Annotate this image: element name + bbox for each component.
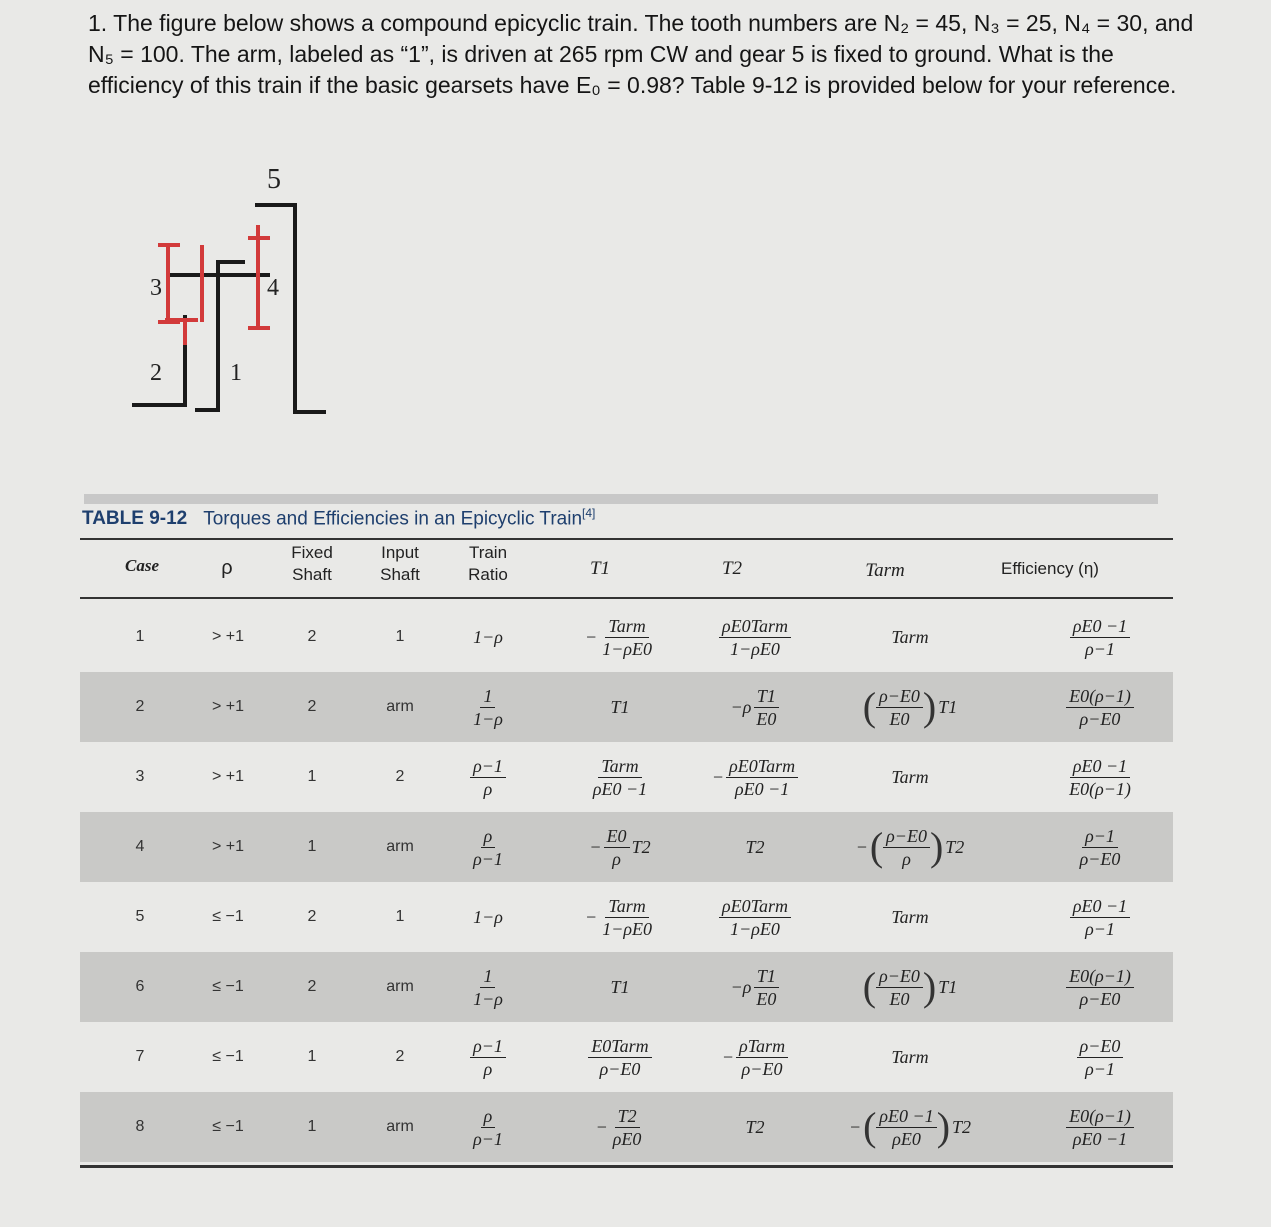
cell-t1-prefix: − <box>585 626 598 647</box>
cell-rho: > +1 <box>211 768 245 785</box>
cell-tarm-text: Tarm <box>891 626 929 647</box>
cell-train-ratio-denominator: 1−ρ <box>473 708 503 729</box>
cell-t1-suffix: T2 <box>631 836 651 857</box>
cell-efficiency-denominator: E0(ρ−1) <box>1069 778 1131 799</box>
cell-efficiency-denominator: ρE0 −1 <box>1072 1128 1128 1149</box>
paren-left: ( <box>862 964 877 1009</box>
cell-t2-numerator: T1 <box>754 685 779 708</box>
cell-fixed-shaft: 2 <box>307 978 317 995</box>
cell-t2-numerator: ρTarm <box>736 1035 788 1058</box>
table-top-bar <box>84 494 1158 504</box>
table-row <box>80 602 1173 672</box>
cell-tarm <box>815 952 1005 1022</box>
cell-t2-denominator: ρE0 −1 <box>734 778 790 799</box>
cell-train-ratio-numerator: 1 <box>480 685 495 708</box>
table-row <box>80 1022 1173 1092</box>
table-title <box>82 506 595 530</box>
cell-tarm-numerator: ρ−E0 <box>883 825 930 848</box>
header-rho: ρ <box>221 557 233 579</box>
cell-tarm-text: Tarm <box>891 766 929 787</box>
cell-train-ratio-numerator: ρ <box>481 1105 496 1128</box>
cell-t2-numerator: ρE0Tarm <box>719 615 791 638</box>
cell-t1-text: T1 <box>610 696 630 717</box>
cell-train-ratio-numerator: ρ <box>481 825 496 848</box>
cell-rho: > +1 <box>211 628 245 645</box>
cell-efficiency-numerator: ρE0 −1 <box>1070 755 1130 778</box>
cell-tarm-denominator: ρ <box>902 848 911 869</box>
cell-case: 4 <box>135 838 145 855</box>
table-row <box>80 882 1173 952</box>
cell-train-ratio <box>456 742 520 812</box>
cell-t1-numerator: Tarm <box>605 615 648 638</box>
cell-tarm-prefix: − <box>855 836 868 857</box>
cell-rho: ≤ −1 <box>212 1048 244 1065</box>
cell-t1-prefix: − <box>589 836 602 857</box>
header-t2: T2 <box>721 558 743 579</box>
cell-train-ratio-text: 1−ρ <box>473 906 503 927</box>
header-input-shaft: Input Shaft <box>380 543 420 584</box>
cell-tarm <box>815 882 1005 952</box>
cell-tarm-fraction <box>876 965 923 1010</box>
header-tarm: Tarm <box>865 560 905 581</box>
cell-efficiency <box>1005 742 1195 812</box>
label-gear-3: 3 <box>150 275 162 301</box>
cell-t2-numerator: ρE0Tarm <box>726 755 798 778</box>
cell-train-ratio-fraction <box>470 965 506 1010</box>
paren-left: ( <box>862 684 877 729</box>
cell-input-shaft: arm <box>386 1118 414 1135</box>
cell-input-shaft: arm <box>386 698 414 715</box>
cell-input-shaft: 1 <box>395 628 405 645</box>
cell-train-ratio-numerator: ρ−1 <box>470 1035 506 1058</box>
paren-left: ( <box>869 824 884 869</box>
cell-case: 3 <box>135 768 145 785</box>
cell-case: 6 <box>135 978 145 995</box>
cell-tarm <box>815 1092 1005 1162</box>
table-row <box>80 672 1173 742</box>
cell-case: 7 <box>135 1048 145 1065</box>
cell-efficiency <box>1005 882 1195 952</box>
cell-t2-numerator: T1 <box>754 965 779 988</box>
cell-case: 8 <box>135 1118 145 1135</box>
cell-train-ratio-fraction <box>470 755 506 800</box>
cell-t1-denominator: ρE0 <box>612 1128 642 1149</box>
label-gear-2: 2 <box>150 360 162 386</box>
cell-tarm <box>815 672 1005 742</box>
cell-fixed-shaft: 1 <box>307 838 317 855</box>
label-gear-4: 4 <box>267 275 279 301</box>
cell-t2-fraction <box>736 1035 788 1080</box>
cell-efficiency-numerator: E0(ρ−1) <box>1066 1105 1134 1128</box>
cell-t2-prefix: − <box>711 766 725 787</box>
cell-t2-denominator: E0 <box>756 708 777 729</box>
cell-efficiency-denominator: ρ−E0 <box>1079 708 1121 729</box>
cell-fixed-shaft: 1 <box>307 768 317 785</box>
cell-efficiency-denominator: ρ−E0 <box>1079 848 1121 869</box>
cell-t1-denominator: ρE0 −1 <box>592 778 648 799</box>
cell-tarm-suffix: T1 <box>938 696 958 717</box>
cell-t1-prefix: − <box>585 906 598 927</box>
cell-efficiency-numerator: E0(ρ−1) <box>1066 965 1134 988</box>
label-gear-5: 5 <box>267 164 281 195</box>
cell-t1-numerator: Tarm <box>598 755 641 778</box>
cell-fixed-shaft: 1 <box>307 1118 317 1135</box>
cell-tarm-fraction <box>883 825 930 870</box>
table-title-text: Torques and Efficiencies in an Epicyclic Train <box>203 508 583 530</box>
table-ref: [4] <box>582 506 596 520</box>
cell-t1-denominator: 1−ρE0 <box>602 918 652 939</box>
cell-train-ratio <box>456 882 520 952</box>
cell-efficiency <box>1005 812 1195 882</box>
cell-efficiency-numerator: ρE0 −1 <box>1070 895 1130 918</box>
table-rule-header <box>80 597 1173 599</box>
paren-right: ) <box>922 964 937 1009</box>
table-rule-bottom <box>80 1165 1173 1168</box>
cell-train-ratio <box>456 602 520 672</box>
cell-tarm-text: Tarm <box>891 906 929 927</box>
cell-tarm-fraction <box>876 685 923 730</box>
header-t1: T1 <box>589 558 611 579</box>
cell-efficiency-denominator: ρ−1 <box>1085 638 1115 659</box>
cell-rho: > +1 <box>211 698 245 715</box>
cell-efficiency <box>1005 1022 1195 1092</box>
cell-efficiency-fraction <box>1070 895 1130 940</box>
cell-rho: ≤ −1 <box>212 908 244 925</box>
cell-train-ratio-fraction <box>470 685 506 730</box>
cell-case: 2 <box>135 698 145 715</box>
cell-t2-numerator: ρE0Tarm <box>719 895 791 918</box>
cell-input-shaft: 1 <box>395 908 405 925</box>
cell-rho: > +1 <box>211 838 245 855</box>
cell-efficiency-denominator: ρ−E0 <box>1079 988 1121 1009</box>
paren-left: ( <box>863 1104 877 1149</box>
cell-tarm-fraction <box>876 1105 936 1150</box>
table-row <box>80 742 1173 812</box>
cell-t2-fraction <box>753 685 779 730</box>
cell-t1-fraction <box>599 615 655 660</box>
cell-fixed-shaft: 2 <box>307 908 317 925</box>
cell-rho: ≤ −1 <box>212 1118 244 1135</box>
table-number: TABLE 9-12 <box>82 508 188 530</box>
table-row <box>80 1092 1173 1162</box>
table-row <box>80 812 1173 882</box>
cell-t1-numerator: Tarm <box>605 895 648 918</box>
cell-t2-denominator: E0 <box>756 988 777 1009</box>
cell-train-ratio-denominator: ρ−1 <box>473 1128 503 1149</box>
cell-t2-prefix: −ρ <box>730 976 752 997</box>
cell-tarm-prefix: − <box>848 1116 862 1137</box>
cell-train-ratio <box>456 952 520 1022</box>
cell-efficiency-denominator: ρ−1 <box>1085 1058 1115 1079</box>
cell-t1-fraction <box>599 895 655 940</box>
cell-train-ratio-numerator: 1 <box>480 965 495 988</box>
cell-train-ratio-denominator: 1−ρ <box>473 988 503 1009</box>
cell-efficiency <box>1005 1092 1195 1162</box>
cell-train-ratio-denominator: ρ <box>483 778 493 799</box>
cell-input-shaft: 2 <box>395 1048 405 1065</box>
gear-train-figure <box>120 150 360 430</box>
cell-tarm-suffix: T2 <box>952 1116 972 1137</box>
cell-efficiency-fraction <box>1070 615 1130 660</box>
cell-t2-text: T2 <box>745 1116 765 1137</box>
cell-tarm-suffix: T1 <box>938 976 958 997</box>
cell-input-shaft: arm <box>386 978 414 995</box>
cell-efficiency-fraction <box>1066 755 1134 800</box>
cell-efficiency-numerator: ρE0 −1 <box>1070 615 1130 638</box>
cell-tarm-text: Tarm <box>891 1046 929 1067</box>
label-arm: 1 <box>230 360 242 386</box>
cell-tarm-numerator: ρ−E0 <box>876 685 923 708</box>
cell-train-ratio-fraction <box>470 825 506 870</box>
cell-fixed-shaft: 2 <box>307 628 317 645</box>
cell-tarm-numerator: ρE0 −1 <box>876 1105 936 1128</box>
cell-efficiency <box>1005 602 1195 672</box>
cell-efficiency <box>1005 952 1195 1022</box>
cell-efficiency-fraction <box>1077 825 1124 870</box>
cell-efficiency-fraction <box>1066 685 1134 730</box>
cell-train-ratio <box>456 1092 520 1162</box>
cell-case: 1 <box>135 628 145 645</box>
cell-t1-fraction <box>588 1035 651 1080</box>
cell-fixed-shaft: 1 <box>307 1048 317 1065</box>
paren-right: ) <box>922 684 937 729</box>
cell-t1-prefix: − <box>595 1116 608 1137</box>
cell-input-shaft: arm <box>386 838 414 855</box>
cell-tarm-denominator: ρE0 <box>892 1128 921 1149</box>
cell-t1-fraction <box>610 1105 645 1150</box>
cell-t1-fraction <box>590 755 650 800</box>
cell-t1-fraction <box>604 825 630 870</box>
cell-efficiency-numerator: E0(ρ−1) <box>1066 685 1134 708</box>
cell-tarm <box>815 812 1005 882</box>
cell-train-ratio-fraction <box>470 1035 506 1080</box>
cell-t2-denominator: 1−ρE0 <box>730 638 780 659</box>
cell-efficiency-numerator: ρ−1 <box>1082 825 1118 848</box>
cell-t2-text: T2 <box>745 836 765 857</box>
cell-efficiency-fraction <box>1066 1105 1134 1150</box>
cell-t2-prefix: − <box>721 1046 735 1067</box>
cell-t1-numerator: E0 <box>604 825 630 848</box>
cell-tarm <box>815 602 1005 672</box>
cell-t1-numerator: E0Tarm <box>588 1035 651 1058</box>
question-text: 1. The figure below shows a compound epicyclic train. The tooth numbers are N₂ = 45, N₃ = 25, N₄ = 30, and N₅ = 100. The arm, labeled as “1”, is driven at 265 rpm CW and gear 5 is fixed to ground. What is the efficiency of this train if the basic gearsets have E₀ = 0.98? Table 9-12 is provided below for your reference. <box>88 10 1194 98</box>
header-fixed-shaft: Fixed Shaft <box>291 543 333 584</box>
cell-t2-fraction <box>753 965 779 1010</box>
cell-train-ratio <box>456 672 520 742</box>
cell-input-shaft: 2 <box>395 768 405 785</box>
cell-t1-denominator: 1−ρE0 <box>602 638 652 659</box>
cell-tarm-denominator: E0 <box>889 708 910 729</box>
cell-t2-fraction <box>726 755 798 800</box>
cell-train-ratio-denominator: ρ <box>483 1058 493 1079</box>
cell-t1-text: T1 <box>610 976 630 997</box>
cell-train-ratio-fraction <box>470 1105 506 1150</box>
cell-train-ratio-text: 1−ρ <box>473 626 503 647</box>
cell-t2-fraction <box>719 895 791 940</box>
cell-efficiency <box>1005 672 1195 742</box>
cell-tarm <box>815 742 1005 812</box>
cell-rho: ≤ −1 <box>212 978 244 995</box>
cell-train-ratio-numerator: ρ−1 <box>470 755 506 778</box>
cell-tarm-numerator: ρ−E0 <box>876 965 923 988</box>
paren-right: ) <box>936 1104 951 1149</box>
cell-train-ratio <box>456 812 520 882</box>
cell-train-ratio-denominator: ρ−1 <box>473 848 503 869</box>
table-rule-top <box>80 538 1173 540</box>
cell-tarm-suffix: T2 <box>945 836 965 857</box>
cell-t2-denominator: ρ−E0 <box>741 1058 783 1079</box>
cell-tarm <box>815 1022 1005 1092</box>
cell-tarm-denominator: E0 <box>889 988 910 1009</box>
cell-fixed-shaft: 2 <box>307 698 317 715</box>
cell-case: 5 <box>135 908 145 925</box>
cell-train-ratio <box>456 1022 520 1092</box>
cell-t1-denominator: ρ <box>612 848 621 869</box>
header-train-ratio: Train Ratio <box>468 543 508 584</box>
table-row <box>80 952 1173 1022</box>
cell-efficiency-fraction <box>1066 965 1134 1010</box>
cell-t2-prefix: −ρ <box>730 696 752 717</box>
cell-t1-numerator: T2 <box>615 1105 640 1128</box>
cell-t2-fraction <box>719 615 791 660</box>
cell-efficiency-fraction <box>1077 1035 1124 1080</box>
cell-t1-denominator: ρ−E0 <box>599 1058 641 1079</box>
gear-3 <box>158 245 202 322</box>
header-case: Case <box>125 556 159 575</box>
header-efficiency: Efficiency (η) <box>1001 559 1099 578</box>
cell-t2-denominator: 1−ρE0 <box>730 918 780 939</box>
paren-right: ) <box>929 824 944 869</box>
cell-efficiency-denominator: ρ−1 <box>1085 918 1115 939</box>
cell-efficiency-numerator: ρ−E0 <box>1077 1035 1124 1058</box>
